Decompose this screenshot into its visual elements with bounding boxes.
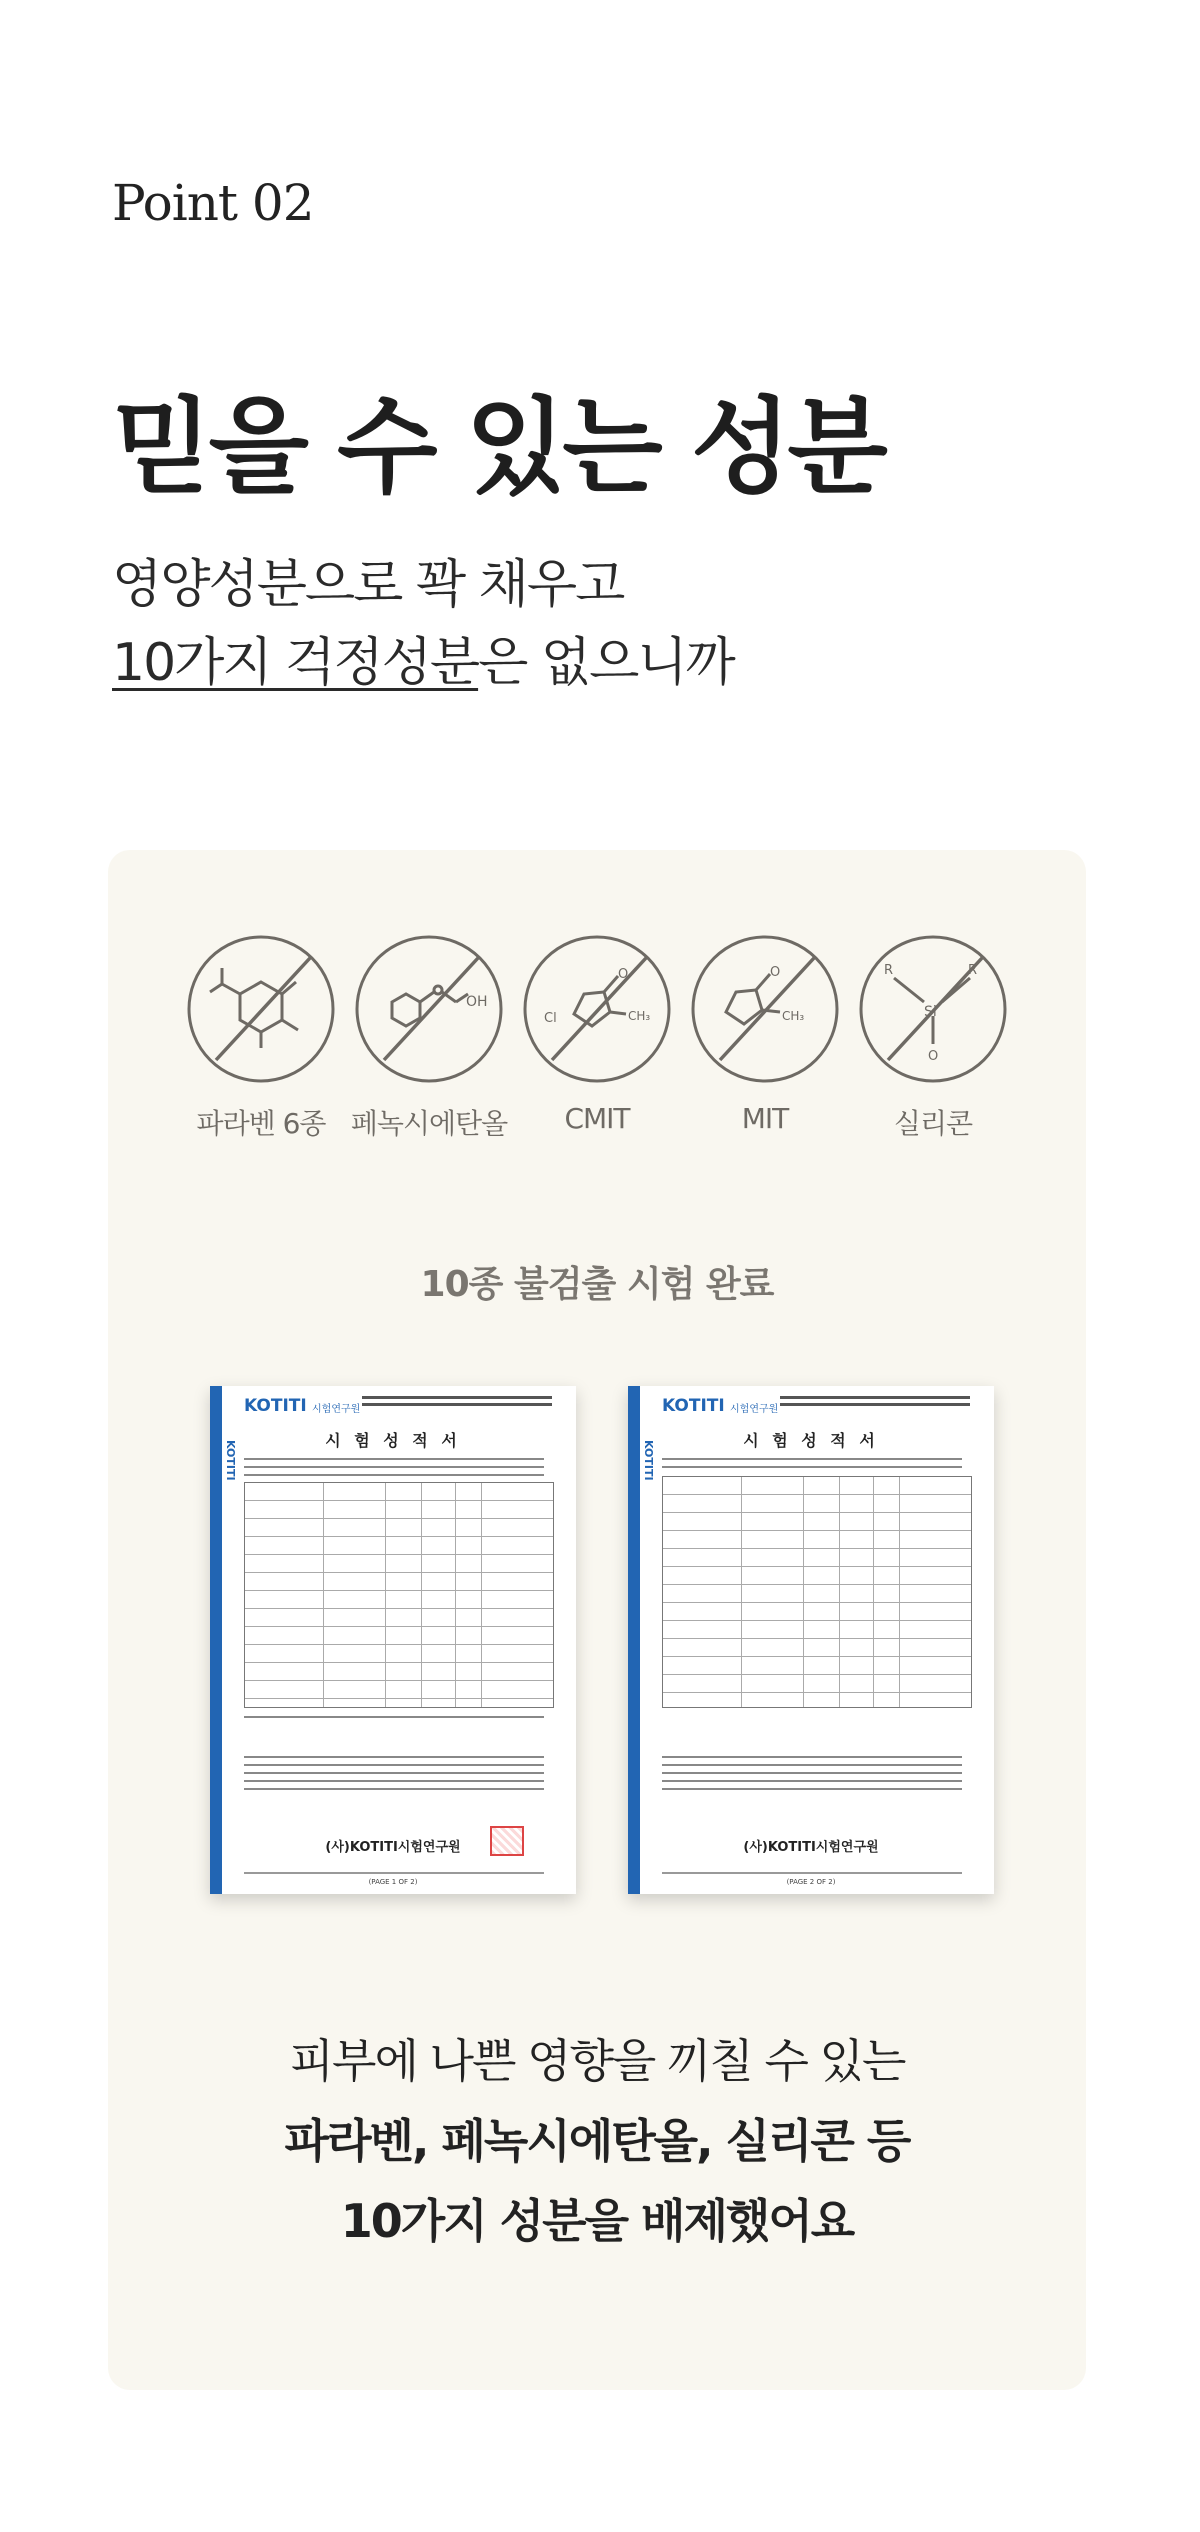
report-footer-line bbox=[244, 1872, 544, 1874]
report-title: 시 험 성 적 서 bbox=[325, 1431, 461, 1450]
report-seal bbox=[490, 1826, 524, 1856]
report-header-lines bbox=[362, 1396, 552, 1410]
report-side-logo: KOTITI bbox=[224, 1440, 237, 1481]
ingredient-label: 파라벤 6종 bbox=[196, 1107, 326, 1140]
ingredient-silicone bbox=[858, 934, 1008, 1142]
report-sidebar bbox=[628, 1386, 640, 1894]
svg-text:O: O bbox=[770, 965, 781, 980]
paraben-molecule-crossed-icon bbox=[186, 934, 336, 1084]
ingredient-label: 실리콘 bbox=[893, 1107, 973, 1140]
report-logo-sub: 시험연구원 bbox=[730, 1404, 779, 1415]
report-logo: KOTITI bbox=[244, 1396, 307, 1416]
body-line-1: 피부에 나쁜 영향을 끼칠 수 있는 bbox=[289, 2034, 905, 2088]
ingredient-cmit bbox=[522, 934, 672, 1135]
svg-text:O: O bbox=[618, 967, 629, 982]
svg-text:R: R bbox=[968, 963, 978, 978]
ingredient-card bbox=[108, 850, 1086, 2390]
report-table bbox=[662, 1476, 972, 1708]
report-page-number: (PAGE 1 OF 2) bbox=[368, 1878, 418, 1886]
report-title: 시 험 성 적 서 bbox=[743, 1431, 879, 1450]
report-info-lines bbox=[662, 1458, 962, 1474]
report-logo: KOTITI bbox=[662, 1396, 725, 1416]
test-report-page-1 bbox=[210, 1386, 576, 1894]
subheadline-line1: 영양성분으로 꽉 채우고 bbox=[112, 555, 624, 615]
body-line-3: 10가지 성분을 배제했어요 bbox=[340, 2194, 854, 2248]
phenoxyethanol-molecule-crossed-icon bbox=[354, 934, 504, 1084]
point-label: Point 02 bbox=[112, 174, 314, 232]
subheadline-line2 bbox=[112, 632, 734, 694]
silicone-molecule-crossed-icon bbox=[858, 934, 1008, 1084]
report-org: (사)KOTITI시험연구원 bbox=[325, 1840, 461, 1855]
ingredient-label: MIT bbox=[741, 1102, 789, 1135]
report-table bbox=[244, 1482, 554, 1708]
svg-text:Si: Si bbox=[924, 1004, 937, 1020]
ingredient-mit bbox=[690, 934, 840, 1135]
report-signature-lines bbox=[244, 1756, 544, 1796]
report-page-number: (PAGE 2 OF 2) bbox=[786, 1878, 836, 1886]
report-sidebar bbox=[210, 1386, 222, 1894]
report-org: (사)KOTITI시험연구원 bbox=[743, 1840, 879, 1855]
ingredient-phenoxyethanol bbox=[350, 934, 508, 1142]
report-note-lines bbox=[244, 1716, 544, 1724]
test-report-page-2 bbox=[628, 1386, 994, 1894]
cmit-molecule-crossed-icon bbox=[522, 934, 672, 1084]
report-logo-sub: 시험연구원 bbox=[312, 1404, 361, 1415]
ingredient-paraben bbox=[186, 934, 336, 1142]
ingredient-label: CMIT bbox=[564, 1102, 630, 1135]
svg-text:CH₃: CH₃ bbox=[628, 1009, 651, 1023]
report-signature-lines bbox=[662, 1756, 962, 1796]
headline: 믿을 수 있는 성분 bbox=[112, 386, 884, 508]
svg-text:R: R bbox=[884, 963, 894, 978]
report-footer-line bbox=[662, 1872, 962, 1874]
body-line-2: 파라벤, 페녹시에탄올, 실리콘 등 bbox=[284, 2114, 910, 2168]
report-header-lines bbox=[780, 1396, 970, 1410]
svg-text:Cl: Cl bbox=[544, 1011, 557, 1026]
report-side-logo: KOTITI bbox=[642, 1440, 655, 1481]
mit-molecule-crossed-icon bbox=[690, 934, 840, 1084]
svg-text:CH₃: CH₃ bbox=[782, 1009, 805, 1023]
svg-text:O: O bbox=[928, 1049, 939, 1064]
subheadline-highlight: 10가지 걱정성분 bbox=[112, 633, 479, 693]
svg-text:OH: OH bbox=[466, 994, 488, 1010]
test-complete-title: 10종 불검출 시험 완료 bbox=[420, 1264, 774, 1305]
subheadline-rest: 은 없으니까 bbox=[478, 633, 734, 693]
report-info-lines bbox=[244, 1458, 544, 1482]
ingredient-label: 페녹시에탄올 bbox=[350, 1107, 508, 1140]
